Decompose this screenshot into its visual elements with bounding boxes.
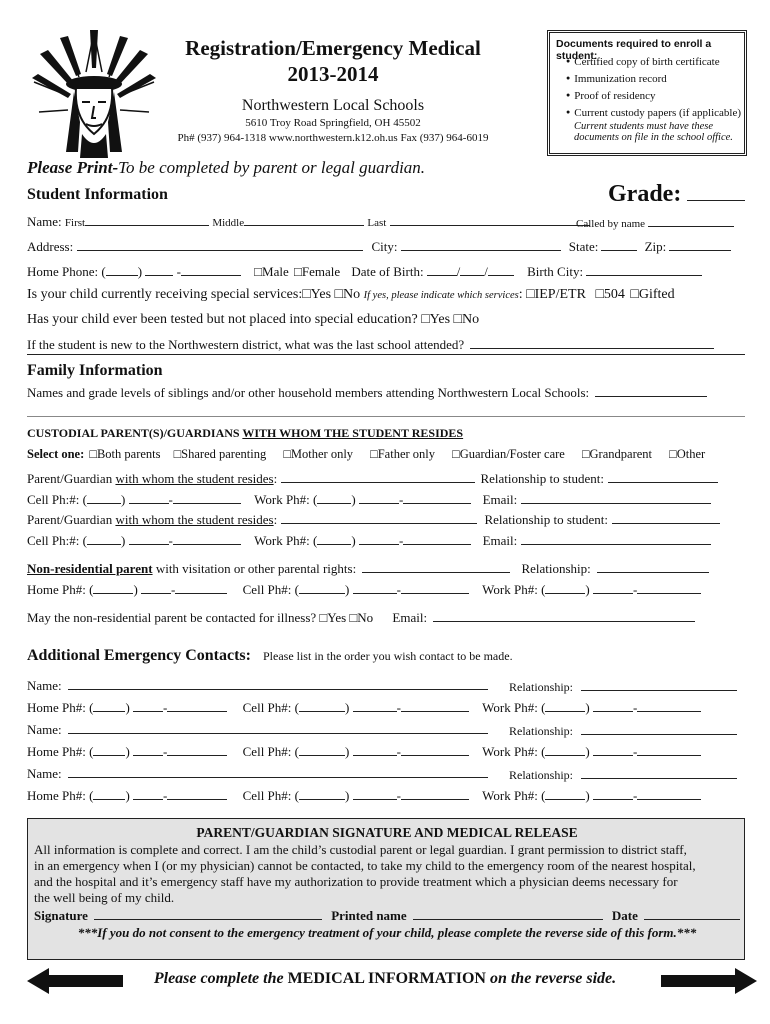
guardian1-label-a: Parent/Guardian <box>27 471 116 486</box>
guardian1-name-field[interactable] <box>281 470 475 483</box>
instructions-rest: To be completed by parent or legal guardian. <box>118 158 426 177</box>
contact2-home-area[interactable] <box>93 743 125 756</box>
grandparent-checkbox[interactable]: □Grandparent <box>581 447 653 461</box>
nonresidential-label-b: with visitation or other parental rights: <box>152 561 357 576</box>
shared-parenting-checkbox[interactable]: □Shared parenting <box>173 447 267 461</box>
contact2-home-prefix[interactable] <box>133 743 163 756</box>
middle-label: Middle <box>212 217 245 229</box>
contact2-work-prefix[interactable] <box>593 743 633 756</box>
contact3-name-field[interactable] <box>68 765 488 778</box>
guardian2-phones-row: Cell Ph:#: ( ) - Work Ph#: ( ) - Email: <box>27 532 711 549</box>
student-heading: Student Information <box>27 186 168 203</box>
documents-required-box <box>547 30 747 156</box>
nonresidential-row <box>27 560 709 577</box>
guardian2-work-area[interactable] <box>317 532 351 545</box>
contacted-row <box>27 609 695 626</box>
nonresidential-home-number[interactable] <box>175 581 227 594</box>
special-services-row <box>27 287 675 303</box>
contact2-name-row <box>27 721 488 738</box>
footer-a: Please complete the <box>153 970 288 987</box>
date-field[interactable] <box>644 907 740 920</box>
printed-name-label: Printed name <box>331 908 407 923</box>
guardian2-email-field[interactable] <box>521 532 711 545</box>
contact3-work-label: Work Ph#: ( <box>482 788 546 803</box>
male-checkbox[interactable]: □Male <box>254 264 289 279</box>
guardian2-row: Parent/Guardian with whom the student resides: Relationship to student: <box>27 511 720 528</box>
contact2-cell-label: Cell Ph#: ( <box>242 744 299 759</box>
guardian1-work-prefix[interactable] <box>359 491 399 504</box>
release-heading: PARENT/GUARDIAN SIGNATURE AND MEDICAL RELEASE <box>196 825 578 840</box>
guardian1-cell-prefix[interactable] <box>129 491 169 504</box>
contact1-work-area[interactable] <box>545 699 585 712</box>
grade-label <box>608 180 745 208</box>
nonresidential-work-label: Work Ph#: ( <box>482 582 546 597</box>
called-by-row <box>576 214 734 230</box>
signature-row <box>34 907 740 924</box>
guardian1-relationship-label: Relationship to student: <box>480 471 604 486</box>
form-title: Registration/Emergency Medical <box>185 36 481 60</box>
release-line1: All information is complete and correct. I am the child’s custodial parent or legal guardian. I grant permission to district staff, <box>34 842 687 857</box>
nonresidential-home-prefix[interactable] <box>141 581 171 594</box>
birth-city-label: Birth City: <box>527 264 584 279</box>
guardian1-cell-area[interactable] <box>87 491 121 504</box>
guardian2-work-number[interactable] <box>403 532 471 545</box>
emergency-heading: Additional Emergency Contacts <box>27 647 246 664</box>
guardian2-cell-number[interactable] <box>173 532 241 545</box>
contact3-work-number[interactable] <box>637 787 701 800</box>
document-item: ● Current custody papers (if applicable) <box>576 104 741 121</box>
contact1-relationship-label: Relationship: <box>509 680 573 694</box>
home-phone-prefix[interactable] <box>145 263 173 276</box>
documents-note <box>574 121 733 143</box>
guardian1-work-number[interactable] <box>403 491 471 504</box>
guardian1-relationship-field[interactable] <box>608 470 718 483</box>
contact1-name-field[interactable] <box>68 677 488 690</box>
contact2-cell-number[interactable] <box>401 743 469 756</box>
custodial-heading-b: WITH WHOM THE STUDENT RESIDES <box>242 426 464 440</box>
nonresidential-name-field[interactable] <box>362 560 510 573</box>
contact1-work-number[interactable] <box>637 699 701 712</box>
guardian2-work-label: Work Ph#: ( <box>254 533 318 548</box>
contacted-question[interactable]: May the non-residential parent be contacted for illness? □Yes □No <box>27 610 374 625</box>
contact2-phones-row: Home Ph#: ( ) - Cell Ph#: ( ) - Work Ph#: ( ) - <box>27 743 701 760</box>
contact2-work-area[interactable] <box>545 743 585 756</box>
address-row <box>27 238 731 255</box>
document-item: ● Certified copy of birth certificate <box>576 53 741 70</box>
city-label: City: <box>371 239 398 254</box>
guardian2-cell-area[interactable] <box>87 532 121 545</box>
contact2-relationship-row <box>509 722 737 739</box>
nonresidential-relationship-label: Relationship: <box>521 561 591 576</box>
guardian1-email-field[interactable] <box>521 491 711 504</box>
siblings-label: Names and grade levels of siblings and/or other household members attending Northwestern Local Schools: <box>27 385 590 400</box>
504-checkbox[interactable]: □504 <box>595 287 625 302</box>
grade-field[interactable] <box>687 180 745 201</box>
contact2-name-field[interactable] <box>68 721 488 734</box>
contact1-name-row <box>27 677 488 694</box>
contact3-home-area[interactable] <box>93 787 125 800</box>
guardian1-work-area[interactable] <box>317 491 351 504</box>
guardian1-work-label: Work Ph#: ( <box>254 492 318 507</box>
siblings-row <box>27 384 707 401</box>
select-one-label: Select one: <box>27 447 85 461</box>
release-line2: in an emergency when I (or my physician) cannot be contacted, to take my child to the emergency room of the nearest hospital, <box>34 858 696 873</box>
custodial-heading-a: CUSTODIAL PARENT(S)/GUARDIANS <box>27 426 243 440</box>
siblings-field[interactable] <box>595 384 707 397</box>
address-label: Address: <box>27 239 74 254</box>
contact1-cell-label: Cell Ph#: ( <box>242 700 299 715</box>
custodial-heading <box>27 426 463 441</box>
state-label: State: <box>568 239 599 254</box>
contact3-relationship-row <box>509 766 737 783</box>
birth-city-field[interactable] <box>586 263 702 276</box>
nonresidential-work-area[interactable] <box>545 581 585 594</box>
dob-year[interactable] <box>488 263 514 276</box>
last-school-row <box>27 336 714 353</box>
name-label: Name: <box>27 214 62 229</box>
nonresidential-home-label: Home Ph#: ( <box>27 582 94 597</box>
called-by-label: Called by name <box>576 218 646 230</box>
contact3-cell-prefix[interactable] <box>353 787 397 800</box>
select-one-row <box>27 447 705 462</box>
documents-note-line2: documents on file in the school office. <box>574 132 733 143</box>
contact1-name-label: Name: <box>27 678 62 693</box>
contact3-phones-row: Home Ph#: ( ) - Cell Ph#: ( ) - Work Ph#: ( ) - <box>27 787 701 804</box>
grade-text: Grade: <box>608 181 682 207</box>
contact2-name-label: Name: <box>27 722 62 737</box>
guardian1-label-b: with whom the student resides <box>115 471 274 486</box>
district-address: 5610 Troy Road Springfield, OH 45502 <box>245 117 421 129</box>
nonresidential-phones-row: Home Ph#: ( ) - Cell Ph#: ( ) - Work Ph#: ( ) - <box>27 581 701 598</box>
address-field[interactable] <box>77 238 363 251</box>
contact3-name-row <box>27 765 488 782</box>
contact1-relationship-field[interactable] <box>581 678 737 691</box>
zip-label: Zip: <box>644 239 667 254</box>
home-phone-area[interactable] <box>106 263 138 276</box>
nonresidential-label-a: Non-residential parent <box>27 561 153 576</box>
printed-name-field[interactable] <box>413 907 603 920</box>
contact3-work-area[interactable] <box>545 787 585 800</box>
last-label: Last <box>367 217 387 229</box>
instructions <box>27 158 425 178</box>
contact2-cell-prefix[interactable] <box>353 743 397 756</box>
contact2-home-number[interactable] <box>167 743 227 756</box>
footer-note <box>123 970 647 988</box>
school-year: 2013-2014 <box>287 62 379 86</box>
contact2-relationship-field[interactable] <box>581 722 737 735</box>
signature-release-box <box>27 818 745 960</box>
nonresidential-email-field[interactable] <box>433 609 695 622</box>
both-parents-checkbox[interactable]: □Both parents <box>89 447 161 461</box>
footer-c: on the reverse side. <box>485 970 617 987</box>
gifted-checkbox[interactable]: □Gifted <box>630 287 675 302</box>
contact3-home-label: Home Ph#: ( <box>27 788 94 803</box>
guardian2-label-a: Parent/Guardian <box>27 512 116 527</box>
home-phone-number[interactable] <box>181 263 241 276</box>
document-item: ● Immunization record <box>576 70 741 87</box>
state-field[interactable] <box>601 238 637 251</box>
dob-day[interactable] <box>460 263 484 276</box>
nonresidential-cell-area[interactable] <box>299 581 345 594</box>
nonresidential-relationship-field[interactable] <box>597 560 709 573</box>
please-print: Please Print- <box>27 158 119 177</box>
father-only-checkbox[interactable]: □Father only <box>370 447 436 461</box>
consent-note: ***If you do not consent to the emergency treatment of your child, please complete the reverse side of this form.*** <box>77 925 697 940</box>
contact2-work-label: Work Ph#: ( <box>482 744 546 759</box>
release-line4: the well being of my child. <box>34 890 175 905</box>
guardian2-cell-label: Cell Ph:#: ( <box>27 533 87 548</box>
zip-field[interactable] <box>669 238 731 251</box>
contact1-cell-area[interactable] <box>299 699 345 712</box>
guardian2-relationship-field[interactable] <box>612 511 720 524</box>
nonresidential-work-number[interactable] <box>637 581 701 594</box>
contact1-cell-number[interactable] <box>401 699 469 712</box>
nonresidential-cell-prefix[interactable] <box>353 581 397 594</box>
nonresidential-cell-label: Cell Ph#: ( <box>242 582 299 597</box>
called-by-field[interactable] <box>648 214 734 227</box>
dob-month[interactable] <box>427 263 457 276</box>
contact1-phones-row: Home Ph#: ( ) - Cell Ph#: ( ) - Work Ph#: ( ) - <box>27 699 701 716</box>
contact1-home-number[interactable] <box>167 699 227 712</box>
contact1-cell-prefix[interactable] <box>353 699 397 712</box>
guardian2-relationship-label: Relationship to student: <box>484 512 608 527</box>
release-line3: and the hospital and it’s emergency staff have my authorization to provide treatment which a physician deems necessary for <box>34 874 678 889</box>
guardian1-cell-number[interactable] <box>173 491 241 504</box>
emergency-note: Please list in the order you wish contact to be made. <box>262 649 513 663</box>
middle-name-field[interactable] <box>244 213 364 226</box>
other-checkbox[interactable]: □Other <box>669 447 706 461</box>
nonresidential-home-area[interactable] <box>93 581 133 594</box>
contact2-relationship-label: Relationship: <box>509 724 573 738</box>
contact2-cell-area[interactable] <box>299 743 345 756</box>
special-services-note: If yes, please indicate which services <box>363 290 519 301</box>
phone-gender-row: Home Phone: ( ) - □Male □Female Date of Birth: / / Birth City: <box>27 263 702 280</box>
dob-label: Date of Birth: <box>351 264 424 279</box>
last-school-field[interactable] <box>470 336 714 349</box>
nonresidential-work-prefix[interactable] <box>593 581 633 594</box>
female-checkbox[interactable]: □Female <box>293 264 341 279</box>
district-contact: Ph# (937) 964-1318 www.northwestern.k12.oh.us Fax (937) 964-6019 <box>177 132 489 144</box>
contact3-work-prefix[interactable] <box>593 787 633 800</box>
first-name-field[interactable] <box>85 213 209 226</box>
contact3-name-label: Name: <box>27 766 62 781</box>
documents-note-line1: Current students must have these <box>574 121 714 132</box>
contact1-home-label: Home Ph#: ( <box>27 700 94 715</box>
mother-only-checkbox[interactable]: □Mother only <box>283 447 354 461</box>
contact1-relationship-row <box>509 678 737 695</box>
contact3-relationship-label: Relationship: <box>509 768 573 782</box>
contact3-cell-number[interactable] <box>401 787 469 800</box>
siblings-field-line2[interactable] <box>27 416 745 417</box>
nonresidential-cell-number[interactable] <box>401 581 469 594</box>
last-name-field[interactable] <box>390 213 590 226</box>
contact3-relationship-field[interactable] <box>581 766 737 779</box>
date-label: Date <box>611 908 638 923</box>
guardian2-email-label: Email: <box>482 533 518 548</box>
footer-b: MEDICAL INFORMATION <box>287 970 486 987</box>
nonresidential-email-label: Email: <box>392 610 428 625</box>
contact3-home-prefix[interactable] <box>133 787 163 800</box>
contact1-home-area[interactable] <box>93 699 125 712</box>
guardian2-work-prefix[interactable] <box>359 532 399 545</box>
first-label: First <box>64 217 86 229</box>
documents-list <box>550 53 741 121</box>
guardian2-label-b: with whom the student resides <box>115 512 274 527</box>
contact1-work-prefix[interactable] <box>593 699 633 712</box>
guardian1-row: Parent/Guardian with whom the student resides: Relationship to student: <box>27 470 718 487</box>
contact3-cell-label: Cell Ph#: ( <box>242 788 299 803</box>
name-row <box>27 213 590 230</box>
district-name: Northwestern Local Schools <box>241 97 425 114</box>
contact3-home-number[interactable] <box>167 787 227 800</box>
guardian1-email-label: Email: <box>482 492 518 507</box>
documents-heading: Documents required to enroll a student: <box>556 38 712 62</box>
signature-field[interactable] <box>94 907 322 920</box>
guardian2-cell-prefix[interactable] <box>129 532 169 545</box>
guardian1-cell-label: Cell Ph:#: ( <box>27 492 87 507</box>
family-heading: Family Information <box>27 362 163 379</box>
contact2-home-label: Home Ph#: ( <box>27 744 94 759</box>
last-school-label: If the student is new to the Northwestern district, what was the last school attended? <box>27 337 465 352</box>
tested-row[interactable]: Has your child ever been tested but not placed into special education? □Yes □No <box>27 312 480 327</box>
emergency-heading-row: Additional Emergency Contacts: Please list in the order you wish contact to be made. <box>27 647 513 664</box>
document-item: ● Proof of residency <box>576 87 741 104</box>
contact1-work-label: Work Ph#: ( <box>482 700 546 715</box>
city-field[interactable] <box>401 238 561 251</box>
contact1-home-prefix[interactable] <box>133 699 163 712</box>
guardian1-phones-row: Cell Ph:#: ( ) - Work Ph#: ( ) - Email: <box>27 491 711 508</box>
guardian-foster-checkbox[interactable]: □Guardian/Foster care <box>452 447 565 461</box>
iep-checkbox[interactable]: : □IEP/ETR <box>518 287 586 302</box>
signature-label: Signature <box>34 908 88 923</box>
section-divider <box>27 354 745 355</box>
guardian2-name-field[interactable] <box>281 511 477 524</box>
special-services-question[interactable]: Is your child currently receiving special services:□Yes □No <box>27 287 361 302</box>
contact3-cell-area[interactable] <box>299 787 345 800</box>
home-phone-label: Home Phone: ( <box>27 264 106 279</box>
contact2-work-number[interactable] <box>637 743 701 756</box>
